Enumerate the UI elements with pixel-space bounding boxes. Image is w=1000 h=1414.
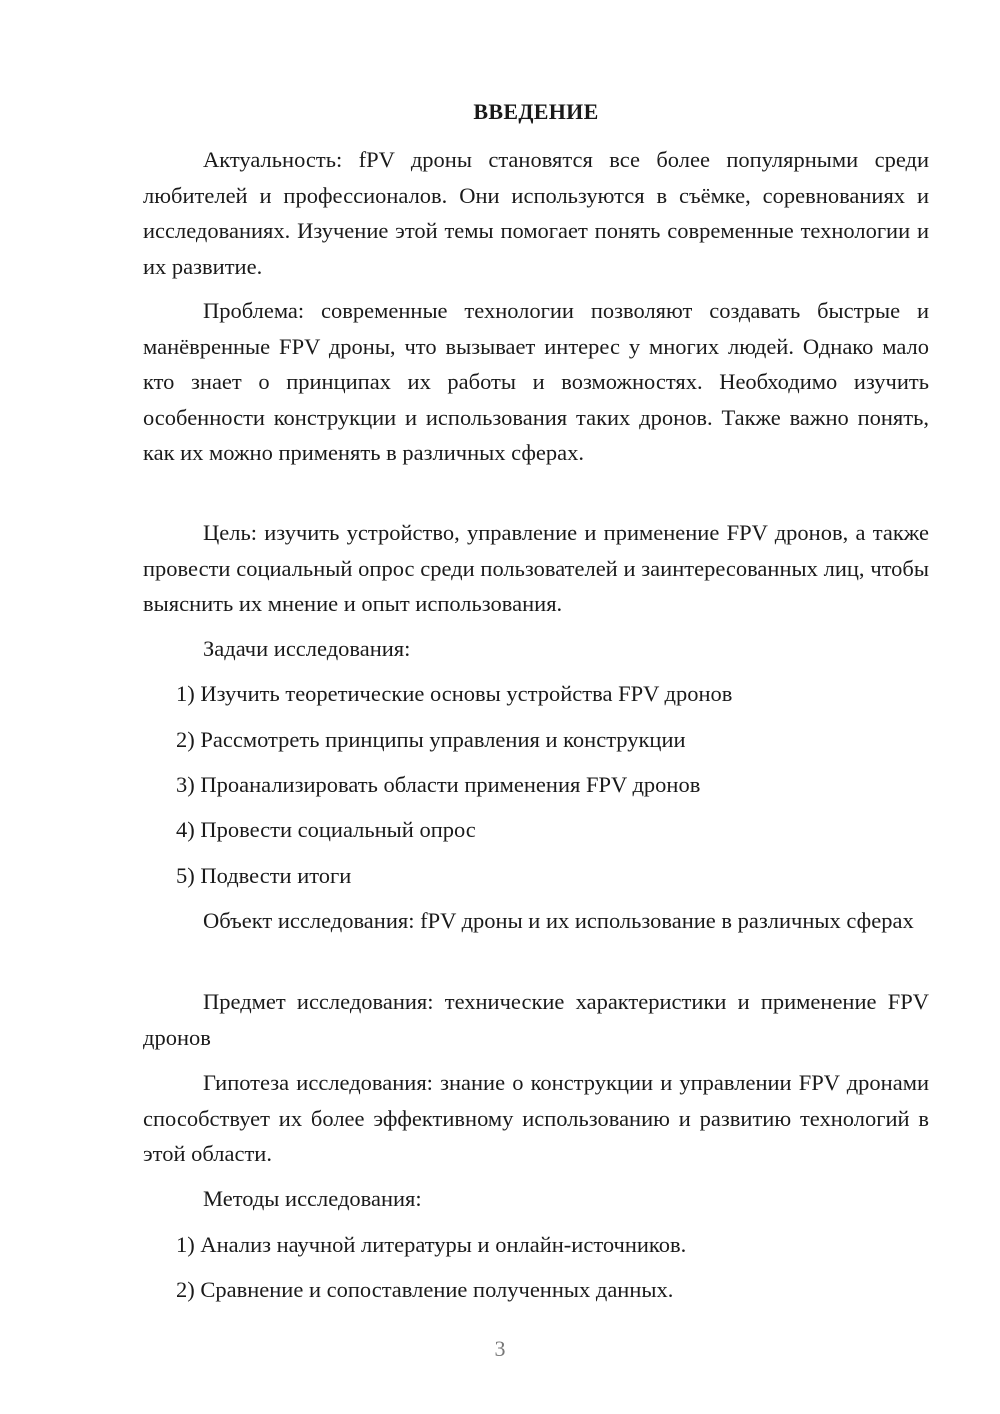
task-item: 3) Проанализировать области применения FPV дронов xyxy=(176,772,701,797)
tasks-heading: Задачи исследования: xyxy=(203,636,411,661)
method-item: 2) Сравнение и сопоставление полученных данных. xyxy=(176,1277,674,1302)
relevance-paragraph: Актуальность: fPV дроны становятся все более популярными среди любителей и профессионалов. Они используются в съёмке, соревнованиях и исследованиях. Изучение этой темы помогает понять современные технологии и их развитие. xyxy=(143,147,929,279)
method-item: 1) Анализ научной литературы и онлайн-источников. xyxy=(176,1232,687,1257)
task-item: 2) Рассмотреть принципы управления и конструкции xyxy=(176,727,686,752)
goal-paragraph: Цель: изучить устройство, управление и применение FPV дронов, а также провести социальный опрос среди пользователей и заинтересованных лиц, чтобы выяснить их мнение и опыт использования. xyxy=(143,520,929,616)
page-number: 3 xyxy=(494,1336,506,1361)
object-paragraph: Объект исследования: fPV дроны и их использование в различных сферах xyxy=(203,908,914,933)
subject-paragraph: Предмет исследования: технические характеристики и применение FPV дронов xyxy=(143,989,929,1050)
task-item: 5) Подвести итоги xyxy=(176,863,352,888)
task-item: 1) Изучить теоретические основы устройства FPV дронов xyxy=(176,681,733,706)
section-title: ВВЕДЕНИЕ xyxy=(473,99,599,124)
problem-paragraph: Проблема: современные технологии позволяют создавать быстрые и манёвренные FPV дроны, что вызывает интерес у многих людей. Однако мало кто знает о принципах их работы и возможностях. Необходимо изучить особенности конструкции и использования таких дронов. Также важно понять, как их можно применять в различных сферах. xyxy=(143,298,929,465)
methods-heading: Методы исследования: xyxy=(203,1186,422,1211)
hypothesis-paragraph: Гипотеза исследования: знание о конструкции и управлении FPV дронами способствует их более эффективному использованию и развитию технологий в этой области. xyxy=(143,1070,929,1166)
task-item: 4) Провести социальный опрос xyxy=(176,817,476,842)
